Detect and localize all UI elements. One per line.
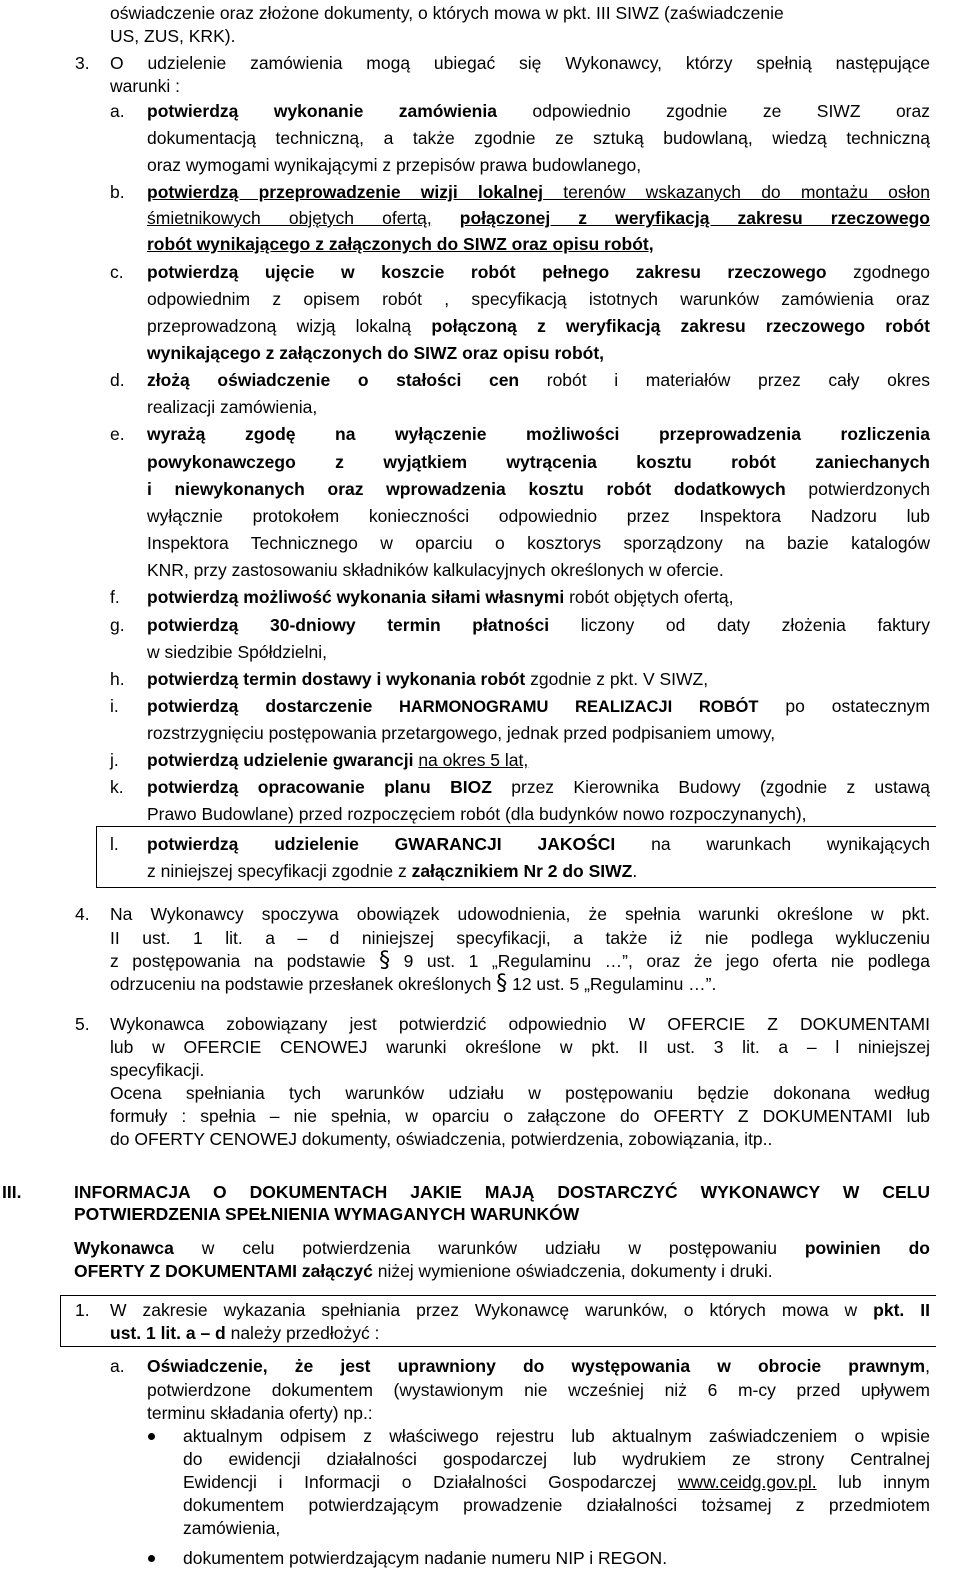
list-item-h bbox=[147, 668, 708, 690]
text-line bbox=[110, 973, 716, 995]
list-letter: i. bbox=[110, 696, 119, 716]
text-line bbox=[110, 950, 930, 972]
section-heading: INFORMACJA O DOKUMENTACH JAKIE MAJĄ DOSTARCZYĆ WYKONAWCY W CELU bbox=[74, 1182, 930, 1202]
frame-line bbox=[60, 1346, 936, 1347]
text-line: oraz wymogami wynikającymi z przepisów prawa budowlanego, bbox=[147, 155, 642, 175]
list-letter: b. bbox=[110, 182, 125, 202]
text-line bbox=[147, 207, 930, 229]
bold-text: ust. 1 lit. a – d bbox=[110, 1323, 226, 1343]
text-line: dokumentacją techniczną, a także zgodnie ze sztuką budowlaną, wiedzą techniczną bbox=[147, 128, 930, 148]
text-span: robót objętych ofertą, bbox=[564, 587, 734, 607]
list-number: 4. bbox=[75, 904, 90, 924]
text-line bbox=[74, 1237, 930, 1259]
bold-underlined-text: potwierdzą przeprowadzenie wizji lokalnej bbox=[147, 182, 544, 202]
text-line bbox=[147, 478, 930, 500]
list-number: 3. bbox=[75, 53, 90, 73]
text-line bbox=[147, 860, 637, 882]
bold-line: wynikającego z załączonych do SIWZ oraz opisu robót, bbox=[147, 343, 605, 363]
list-item-a bbox=[147, 100, 930, 122]
bold-text: OFERTY Z DOKUMENTAMI załączyć bbox=[74, 1261, 373, 1281]
text-span: odpowiednio zgodnie ze SIWZ oraz bbox=[496, 101, 930, 121]
bold-underlined-text: połączonej z weryfikacją zakresu rzeczowego bbox=[459, 208, 930, 228]
underlined-text: śmietnikowych objętych ofertą, bbox=[147, 208, 432, 228]
text-line: formuły : spełnia – nie spełnia, w oparciu o załączone do OFERTY Z DOKUMENTAMI lub bbox=[110, 1106, 930, 1126]
paragraph-sign: § bbox=[379, 948, 391, 973]
list-letter: d. bbox=[110, 370, 125, 390]
text-line bbox=[110, 1299, 930, 1321]
text-span: lub innym bbox=[816, 1472, 930, 1492]
text-line: Wykonawca zobowiązany jest potwierdzić odpowiednio W OFERCIE Z DOKUMENTAMI bbox=[110, 1014, 930, 1034]
list-number: 5. bbox=[75, 1014, 90, 1034]
list-letter: j. bbox=[110, 750, 119, 770]
frame-line bbox=[96, 826, 97, 888]
list-item-k bbox=[147, 776, 930, 798]
text-span: Ewidencji i Informacji o Działalności Gospodarczej bbox=[183, 1472, 678, 1492]
frame-line bbox=[96, 887, 936, 888]
list-item-f bbox=[147, 586, 734, 608]
list-item-i bbox=[147, 695, 930, 718]
bold-text: potwierdzą udzielenie GWARANCJI JAKOŚCI bbox=[147, 834, 616, 854]
text-line: potwierdzone dokumentem (wystawionym nie wcześniej niż 6 m-cy przed upływem bbox=[147, 1380, 930, 1400]
text-span: na warunkach wynikających bbox=[615, 834, 931, 854]
text-span: robót i materiałów przez cały okres bbox=[519, 370, 930, 390]
text-line: aktualnym odpisem z właściwego rejestru lub aktualnym zaświadczeniem o wpisie bbox=[183, 1426, 930, 1446]
list-item-c bbox=[147, 261, 930, 283]
text-span: z niniejszej specyfikacji zgodnie z bbox=[147, 861, 412, 881]
frame-line bbox=[96, 826, 936, 827]
text-line: warunki : bbox=[110, 76, 181, 96]
text-span: 9 ust. 1 „Regulaminu …”, oraz że jego oferta nie podlega bbox=[403, 951, 930, 971]
list-letter: a. bbox=[110, 1356, 125, 1376]
bold-line: powykonawczego z wyjątkiem wytrącenia kosztu robót zaniechanych bbox=[147, 452, 930, 472]
bold-text: potwierdzą ujęcie w koszcie robót pełnego zakresu rzeczowego bbox=[147, 262, 827, 282]
text-span: w celu potwierdzenia warunków udziału w postępowaniu bbox=[173, 1238, 805, 1258]
bold-text: potwierdzą 30-dniowy termin płatności bbox=[147, 615, 550, 635]
bold-text: potwierdzą termin dostawy i wykonania robót bbox=[147, 669, 526, 689]
text-span: 12 ust. 5 „Regulaminu …”. bbox=[512, 974, 717, 994]
text-line: US, ZUS, KRK). bbox=[110, 26, 236, 46]
list-letter: h. bbox=[110, 669, 125, 689]
bold-text: złożą oświadczenie o stałości cen bbox=[147, 370, 520, 390]
frame-line bbox=[60, 1295, 61, 1347]
text-line: Na Wykonawcy spoczywa obowiązek udowodnienia, że spełnia warunki określone w pkt. bbox=[110, 904, 930, 924]
bullet-icon bbox=[148, 1433, 155, 1440]
bold-text: połączoną z weryfikacją zakresu rzeczowego robót bbox=[431, 316, 931, 336]
text-line: rozstrzygnięciu postępowania przetargowego, jednak przed podpisaniem umowy, bbox=[147, 723, 776, 743]
text-span: zgodnego bbox=[826, 262, 930, 282]
text-line: wyłącznie protokołem konieczności odpowiednio przez Inspektora Nadzoru lub bbox=[147, 506, 930, 526]
bold-text: załącznikiem Nr 2 do SIWZ bbox=[411, 861, 633, 881]
list-item-a bbox=[147, 1355, 930, 1377]
text-line bbox=[110, 1322, 379, 1344]
text-line: dokumentem potwierdzającym nadanie numeru NIP i REGON. bbox=[183, 1548, 668, 1568]
bold-text: HARMONOGRAMU REALIZACJI ROBÓT bbox=[372, 698, 759, 716]
bold-text: i niewykonanych oraz wprowadzenia kosztu robót dodatkowych bbox=[147, 479, 786, 499]
bold-text: potwierdzą opracowanie planu BIOZ bbox=[147, 777, 492, 797]
bold-line: wyrażą zgodę na wyłączenie możliwości przeprowadzenia rozliczenia bbox=[147, 424, 930, 444]
bullet-icon bbox=[148, 1555, 155, 1562]
list-item-l bbox=[147, 833, 930, 855]
bold-underlined-line: robót wynikającego z załączonych do SIWZ oraz opisu robót, bbox=[147, 234, 654, 254]
text-span: , bbox=[925, 1356, 930, 1376]
list-item-d bbox=[147, 369, 930, 391]
section-heading: POTWIERDZENIA SPEŁNIENIA WYMAGANYCH WARUNKÓW bbox=[74, 1204, 580, 1224]
text-line: Inspektora Technicznego w oparciu o kosztorys sporządzony na bazie katalogów bbox=[147, 533, 930, 553]
text-line: Ocena spełniania tych warunków udziału w postępowaniu będzie dokonana według bbox=[110, 1083, 930, 1103]
bold-text: Oświadczenie, że jest uprawniony do występowania w obrocie prawnym bbox=[147, 1356, 926, 1376]
text-line: odpowiednim z opisem robót , specyfikacją istotnych warunków zamówienia oraz bbox=[147, 289, 930, 309]
underlined-text: na okres 5 lat, bbox=[418, 750, 529, 770]
bold-text: potwierdzą udzielenie gwarancji bbox=[147, 750, 414, 770]
text-line: terminu składania oferty) np.: bbox=[147, 1403, 373, 1423]
text-line: lub w OFERCIE CENOWEJ warunki określone w pkt. II ust. 3 lit. a – l niniejszej bbox=[110, 1037, 930, 1057]
list-letter: k. bbox=[110, 777, 124, 797]
text-line: dokumentem potwierdzającym prowadzenie działalności tożsamej z przedmiotem bbox=[183, 1495, 930, 1515]
text-line: w siedzibie Spółdzielni, bbox=[147, 642, 327, 662]
list-letter: e. bbox=[110, 424, 125, 444]
text-line: O udzielenie zamówienia mogą ubiegać się Wykonawcy, którzy spełnią następujące bbox=[110, 53, 930, 73]
list-letter: c. bbox=[110, 262, 124, 282]
underlined-text: terenów wskazanych do montażu osłon bbox=[543, 182, 930, 202]
list-item-j bbox=[147, 749, 528, 771]
text-span: przeprowadzoną wizją lokalną bbox=[147, 316, 432, 336]
text-line: do OFERTY CENOWEJ dokumenty, oświadczenia, potwierdzenia, zobowiązania, itp.. bbox=[110, 1129, 773, 1149]
bold-text: Wykonawca bbox=[74, 1238, 174, 1258]
list-item-g bbox=[147, 614, 930, 636]
text-line: zamówienia, bbox=[183, 1518, 281, 1538]
text-span: z postępowania na podstawie bbox=[110, 951, 366, 971]
list-letter: g. bbox=[110, 615, 125, 635]
section-number: III. bbox=[2, 1182, 22, 1202]
bold-text: potwierdzą możliwość wykonania siłami własnymi bbox=[147, 587, 565, 607]
list-letter: f. bbox=[110, 587, 120, 607]
paragraph-sign: § bbox=[496, 971, 508, 996]
bold-text: pkt. II bbox=[873, 1300, 930, 1320]
text-span: po ostatecznym bbox=[758, 696, 930, 716]
frame-line bbox=[60, 1295, 936, 1296]
text-line: specyfikacji. bbox=[110, 1060, 205, 1080]
text-span: W zakresie wykazania spełniania przez Wykonawcę warunków, o których mowa w bbox=[110, 1300, 874, 1320]
text-line: oświadczenie oraz złożone dokumenty, o których mowa w pkt. III SIWZ (zaświadczenie bbox=[110, 3, 784, 23]
link-ceidg[interactable]: www.ceidg.gov.pl. bbox=[677, 1472, 817, 1492]
text-span: zgodnie z pkt. V SIWZ, bbox=[525, 669, 709, 689]
text-span: odrzuceniu na podstawie przesłanek określonych bbox=[110, 974, 492, 994]
text-line: realizacji zamówienia, bbox=[147, 397, 318, 417]
text-span: przez Kierownika Budowy (zgodnie z ustawą bbox=[491, 777, 930, 797]
text-line: KNR, przy zastosowaniu składników kalkulacyjnych określonych w ofercie. bbox=[147, 560, 724, 580]
list-letter: l. bbox=[110, 834, 119, 854]
list-number: 1. bbox=[75, 1300, 90, 1320]
text-span: . bbox=[632, 861, 638, 881]
text-span: należy przedłożyć : bbox=[225, 1323, 380, 1343]
text-line: do ewidencji działalności gospodarczej lub wydrukiem ze strony Centralnej bbox=[183, 1449, 930, 1469]
list-letter: a. bbox=[110, 101, 125, 121]
list-item-b bbox=[147, 181, 930, 203]
bold-text: potwierdzą dostarczenie bbox=[147, 696, 373, 716]
bold-text: powinien do bbox=[804, 1238, 930, 1258]
bold-text: potwierdzą wykonanie zamówienia bbox=[147, 101, 497, 121]
text-line bbox=[183, 1471, 930, 1493]
text-line: Prawo Budowlane) przed rozpoczęciem robót (dla budynków nowo rozpoczynanych), bbox=[147, 804, 807, 824]
text-span: potwierdzonych bbox=[785, 479, 930, 499]
text-span: niżej wymienione oświadczenia, dokumenty i druki. bbox=[372, 1261, 773, 1281]
text-line bbox=[74, 1260, 773, 1282]
text-span: liczony od daty złożenia faktury bbox=[549, 615, 930, 635]
text-line bbox=[147, 315, 930, 337]
text-line: II ust. 1 lit. a – d niniejszej specyfikacji, a także iż nie podlega wykluczeniu bbox=[110, 928, 930, 948]
